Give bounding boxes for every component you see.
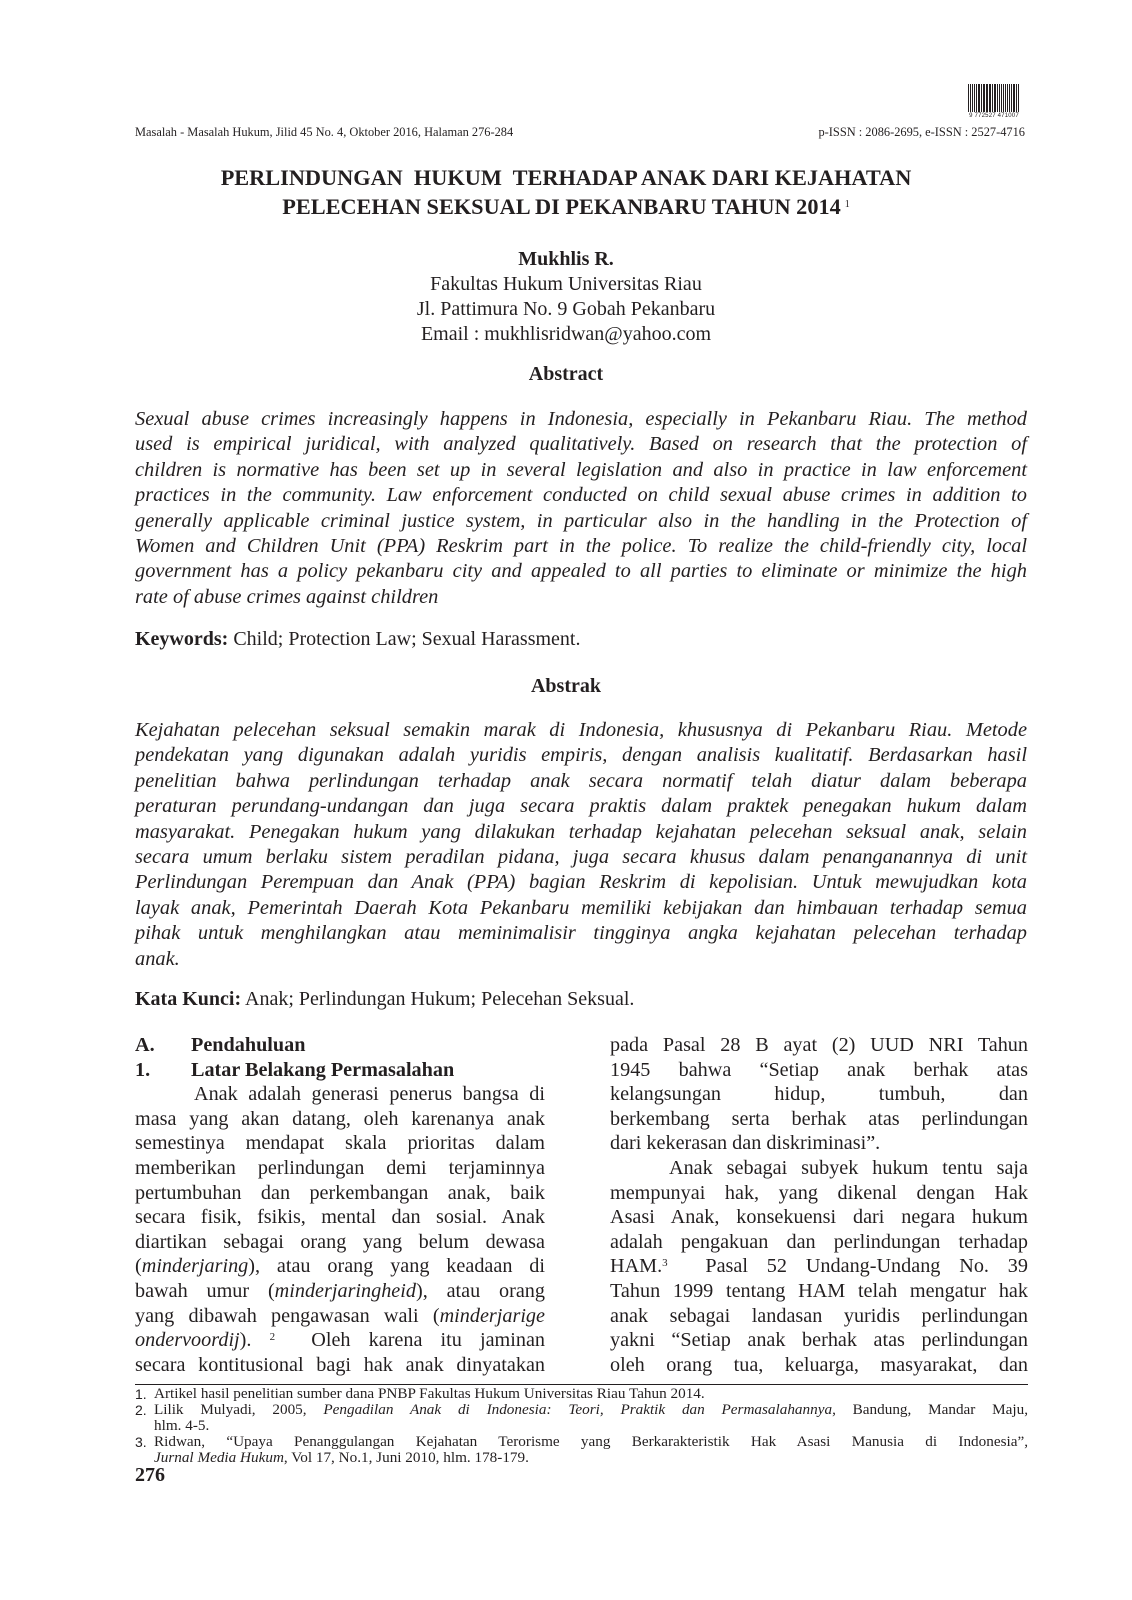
body-line: adalah pengakuan dan perlindungan terhadap (610, 1230, 1028, 1253)
kata-kunci-label: Kata Kunci: (135, 988, 242, 1010)
author-affiliation: Fakultas Hukum Universitas Riau (430, 273, 702, 295)
footnote-text (154, 1450, 1028, 1466)
abstrak-line: layak anak, Pemerintah Daerah Kota Pekanbaru memiliki kebijakan dan himbauan terhadap semua (135, 896, 1027, 919)
body-line: pada Pasal 28 B ayat (2) UUD NRI Tahun (610, 1034, 1028, 1056)
article-title (100, 163, 1032, 221)
barcode-bar (970, 84, 971, 112)
abstrak-line: Kejahatan pelecehan seksual semakin marak di Indonesia, khususnya di Pekanbaru Riau. Metode (135, 719, 1027, 741)
body-line: oleh orang tua, keluarga, masyarakat, dan (610, 1353, 1028, 1376)
abstract-line: generally applicable criminal justice system, in particular also in the handling in the Protection of (135, 509, 1027, 532)
barcode-bar (997, 84, 998, 112)
barcode-bar (1018, 84, 1019, 112)
body-line: secara kontitusional bagi hak anak dinyatakan (135, 1353, 545, 1376)
abstract-english (135, 407, 1027, 610)
body-line: anak sebagai landasan yuridis perlindungan (610, 1304, 1028, 1327)
author-email: Email : mukhlisridwan@yahoo.com (420, 323, 712, 345)
footnote-1 (135, 1386, 1028, 1402)
body-line: semestinya mendapat skala prioritas dalam (135, 1132, 545, 1155)
text-run: yang dibawah pengawasan wali ( (135, 1304, 440, 1327)
footnote-text: Artikel hasil penelitian sumber dana PNBP Fakultas Hukum Universitas Riau Tahun 2014. (154, 1385, 705, 1402)
keywords-label: Keywords: (135, 628, 229, 650)
abstract-line: used is empirical juridical, with analyzed qualitatively. Based on research that the protection of (135, 433, 1027, 456)
title-line-1: PERLINDUNGAN HUKUM TERHADAP ANAK DARI KEJAHATAN (220, 165, 912, 190)
abstract-line: rate of abuse crimes against children (135, 585, 439, 608)
subsection-number: 1. (135, 1058, 151, 1081)
abstrak-line: Perlindungan Perempuan dan Anak (PPA) bagian Reskrim di kepolisian. Untuk mewujudkan kota (135, 871, 1027, 894)
text-run: HAM. (610, 1255, 663, 1278)
abstract-line: Women and Children Unit (PPA) Reskrim part in the police. To realize the child-friendly city, local (135, 535, 1027, 558)
kata-kunci (135, 988, 634, 1011)
author-address: Jl. Pattimura No. 9 Gobah Pekanbaru (416, 298, 716, 320)
barcode-bar (992, 84, 993, 112)
barcode-bar (968, 84, 969, 112)
body-line: Tahun 1999 tentang HAM telah mengatur hak (610, 1279, 1028, 1302)
barcode-bar (976, 84, 977, 112)
footnotes (135, 1386, 1028, 1466)
body-line: berkembang serta berhak atas perlindungan (610, 1107, 1028, 1130)
abstrak-line: peraturan perundang-undangan dan juga secara praktis dalam praktek penegakan hukum dalam (135, 795, 1027, 818)
barcode-bar (1005, 84, 1006, 112)
footnote-3 (135, 1434, 1028, 1466)
title-line-2 (100, 192, 1032, 221)
barcode-bar (1016, 84, 1017, 112)
author-block (100, 247, 1032, 347)
body-left-column (135, 1033, 545, 1377)
body-line: Asasi Anak, konsekuensi dari negara hukum (610, 1206, 1028, 1229)
text-run: ( (135, 1255, 142, 1278)
barcode-bar (989, 84, 991, 112)
abstrak-line: anak. (135, 947, 180, 970)
body-line: Anak adalah generasi penerus bangsa di (194, 1083, 545, 1106)
title-line-2-text: PELECEHAN SEKSUAL DI PEKANBARU TAHUN 2014 (282, 194, 841, 219)
body-line (135, 1304, 545, 1329)
term-italic: minderjaringheid (274, 1279, 416, 1302)
text-run: , Bandung, Mandar Maju, (832, 1401, 1028, 1418)
issn: p-ISSN : 2086-2695, e-ISSN : 2527-4716 (818, 125, 1025, 139)
body-line: kelangsungan hidup, tumbuh, dan (610, 1083, 1028, 1106)
body-line: dari kekerasan dan diskriminasi”. (610, 1132, 881, 1155)
text-run: ). (239, 1329, 270, 1352)
barcode-bar (986, 84, 987, 112)
abstrak-line: pihak untuk menghilangkan atau meminimalisir tingginya angka kejahatan pelecehan terhadap (135, 922, 1027, 945)
text-run: bawah umur ( (135, 1279, 275, 1302)
footnote-2 (135, 1402, 1028, 1434)
section-heading (135, 1033, 545, 1058)
abstrak-heading: Abstrak (530, 675, 601, 697)
body-line: yakni “Setiap anak berhak atas perlindungan (610, 1329, 1028, 1352)
author-name: Mukhlis R. (518, 248, 614, 270)
title-footnote-mark: 1 (844, 199, 850, 210)
isbn-barcode (968, 84, 1020, 120)
abstract-line: Sexual abuse crimes increasingly happens in Indonesia, especially in Pekanbaru Riau. The method (135, 408, 1027, 430)
barcode-bar (994, 84, 996, 112)
text-run: Oleh karena itu jaminan (275, 1329, 545, 1352)
abstract-indonesian (135, 718, 1027, 972)
barcode-number: 9 772527 471007 (969, 113, 1019, 119)
footnote-text (154, 1402, 1028, 1418)
barcode-bar (972, 84, 974, 112)
body-line: pertumbuhan dan perkembangan anak, baik (135, 1181, 545, 1204)
barcode-bar (1011, 84, 1012, 112)
abstract-line: government has a policy pekanbaru city and appealed to all parties to eliminate or minimize the high (135, 560, 1027, 583)
body-line: memberikan perlindungan demi terjaminnya (135, 1156, 545, 1179)
footnote-number: 1. (135, 1386, 147, 1402)
abstract-line: practices in the community. Law enforcement conducted on child sexual abuse crimes in addition to (135, 484, 1027, 507)
body-line: 1945 bahwa “Setiap anak berhak atas (610, 1058, 1028, 1081)
abstract-heading: Abstract (528, 363, 604, 385)
text-run: ), atau orang (415, 1279, 545, 1302)
barcode-bars (968, 84, 1020, 112)
text-run: Lilik Mulyadi, 2005, (154, 1401, 324, 1418)
abstract-line: children is normative has been set up in several legislation and also in practice in law enforcement (135, 458, 1027, 481)
barcode-bar (1001, 84, 1003, 112)
text-run: , Vol 17, No.1, Juni 2010, hlm. 178-179. (283, 1449, 529, 1466)
footnote-text: Ridwan, “Upaya Penanggulangan Kejahatan Terorisme yang Berkarakteristik Hak Asasi Manusia di Indonesia”, (154, 1433, 1028, 1450)
keywords-text: Child; Protection Law; Sexual Harassment. (228, 628, 581, 650)
body-line (135, 1279, 545, 1304)
abstrak-line: secara umum berlaku sistem peradilan pidana, juga secara khusus dalam penanganannya di unit (135, 846, 1027, 869)
barcode-bar (983, 84, 985, 112)
footnote-ref-2: 2 (269, 1331, 276, 1344)
footnote-number: 2. (135, 1402, 147, 1418)
barcode-bar (1003, 84, 1004, 112)
barcode-bar (1009, 84, 1010, 112)
term-italic: ondervoordij (135, 1329, 240, 1352)
abstrak-line: masyarakat. Penegakan hukum yang dilakukan terhadap kejahatan pelecehan seksual anak, selain (135, 820, 1027, 843)
term-italic: minderjaring (141, 1255, 249, 1278)
section-title: Pendahuluan (191, 1034, 306, 1056)
footnote-text: hlm. 4-5. (154, 1417, 210, 1434)
body-line: masa yang akan datang, oleh karenanya anak (135, 1107, 545, 1130)
section-number: A. (135, 1034, 155, 1056)
abstrak-line: penelitian bahwa perlindungan terhadap anak secara normatif telah diatur dalam beberapa (135, 769, 1027, 792)
barcode-bar (978, 84, 980, 112)
body-line: secara fisik, fsikis, mental dan sosial. Anak (135, 1206, 545, 1229)
text-run: ), atau orang yang keadaan di (248, 1255, 545, 1278)
text-run: Pasal 52 Undang-Undang No. 39 (667, 1255, 1028, 1278)
kata-kunci-text: Anak; Perlindungan Hukum; Pelecehan Seksual. (241, 988, 635, 1010)
footnote-ref-3: 3 (662, 1257, 668, 1270)
subsection-title: Latar Belakang Permasalahan (191, 1058, 455, 1081)
body-line (135, 1328, 545, 1353)
journal-citation: Masalah - Masalah Hukum, Jilid 45 No. 4, Oktober 2016, Halaman 276-284 (135, 125, 514, 139)
barcode-bar (1007, 84, 1009, 112)
journal-title: Jurnal Media Hukum (154, 1449, 284, 1466)
body-line: mempunyai hak, yang dikenal dengan Hak (610, 1181, 1028, 1204)
barcode-bar (999, 84, 1000, 112)
barcode-bar (981, 84, 982, 112)
body-line (135, 1254, 545, 1279)
footnote-number: 3. (135, 1434, 147, 1450)
barcode-bar (1013, 84, 1015, 112)
page-number: 276 (135, 1464, 165, 1486)
keywords (135, 628, 581, 651)
body-line (610, 1254, 1028, 1279)
body-line: diartikan sebagai orang yang belum dewasa (135, 1230, 545, 1253)
body-right-column (610, 1033, 1028, 1377)
term-italic: minderjarige (439, 1304, 545, 1327)
barcode-bar (974, 84, 975, 112)
barcode-bar (987, 84, 988, 112)
body-line: Anak sebagai subyek hukum tentu saja (669, 1156, 1028, 1179)
abstrak-line: pendekatan yang digunakan adalah yuridis empiris, dengan analisis kualitatif. Berdasarkan hasil (135, 744, 1027, 767)
subsection-heading (135, 1058, 545, 1083)
book-title: Pengadilan Anak di Indonesia: Teori, Praktik dan Permasalahannya (323, 1401, 833, 1418)
